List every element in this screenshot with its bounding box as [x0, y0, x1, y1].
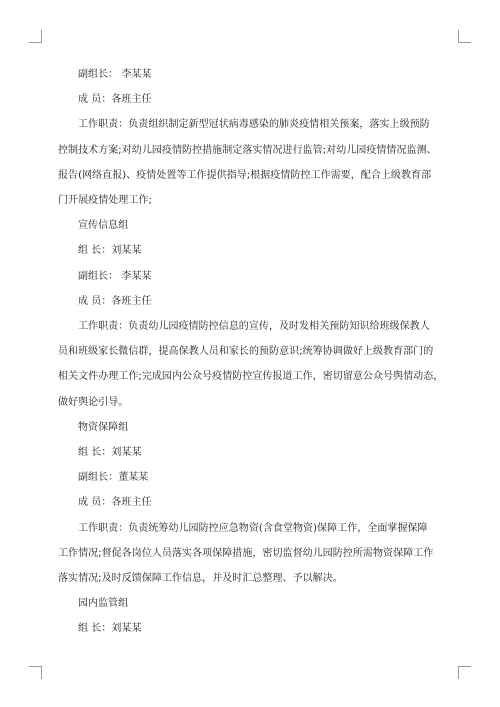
duties-paragraph-line: 工作职责：负责统筹幼儿园防控应急物资(含食堂物资)保障工作，全面掌握保障 — [78, 522, 428, 534]
duties-paragraph-line: 工作情况;督促各岗位人员落实各项保障措施，密切监督幼儿园防控所需物资保障工作 — [58, 547, 434, 559]
members-line: 成 员：各班主任 — [78, 94, 152, 106]
deputy-leader-line: 副组长：董某某 — [78, 472, 149, 484]
leader-line: 组 长：刘某某 — [78, 623, 142, 635]
page-corner-mark-top-left — [29, 30, 42, 43]
members-line: 成 员：各班主任 — [78, 295, 152, 307]
group-heading-publicity: 宣传信息组 — [78, 220, 129, 232]
group-heading-supplies: 物资保障组 — [78, 421, 129, 433]
duties-paragraph-line: 相关文件办理工作;完成园内公众号疫情防控宣传报道工作，密切留意公众号舆情动态， — [58, 371, 444, 383]
duties-paragraph-line: 员和班级家长微信群，提高保教人员和家长的预防意识;统筹协调做好上级教育部门的 — [58, 346, 434, 358]
duties-paragraph-line: 门开展疫情处理工作; — [58, 195, 152, 207]
page-corner-mark-top-right — [458, 30, 471, 43]
leader-line: 组 长：刘某某 — [78, 447, 142, 459]
leader-line: 组 长：刘某某 — [78, 245, 142, 257]
duties-paragraph-line: 落实情况;及时反馈保障工作信息，并及时汇总整理、予以解决。 — [58, 573, 343, 585]
deputy-leader-line: 副组长： 李某某 — [78, 69, 152, 80]
page-corner-mark-bottom-left — [29, 666, 42, 679]
deputy-leader-line: 副组长： 李某某 — [78, 270, 152, 282]
duties-paragraph-line: 工作职责：负责幼儿园疫情防控信息的宣传，及时发相关预防知识给班级保教人 — [78, 321, 430, 333]
members-line: 成 员：各班主任 — [78, 497, 152, 509]
duties-paragraph-line: 做好舆论引导。 — [58, 396, 129, 408]
group-heading-supervision: 园内监管组 — [78, 598, 129, 610]
duties-paragraph-line: 报告(网络直报)、疫情处置等工作提供指导;根据疫情防控工作需要，配合上级教育部 — [58, 169, 432, 181]
duties-paragraph-line: 控制技术方案;对幼儿园疫情防控措施制定落实情况进行监管;对幼儿园疫情情况监测、 — [58, 144, 437, 156]
page-corner-mark-bottom-right — [458, 666, 471, 679]
duties-paragraph-line: 工作职责：负责组织制定新型冠状病毒感染的肺炎疫情相关预案，落实上级预防 — [78, 119, 430, 131]
document-body — [58, 62, 452, 642]
